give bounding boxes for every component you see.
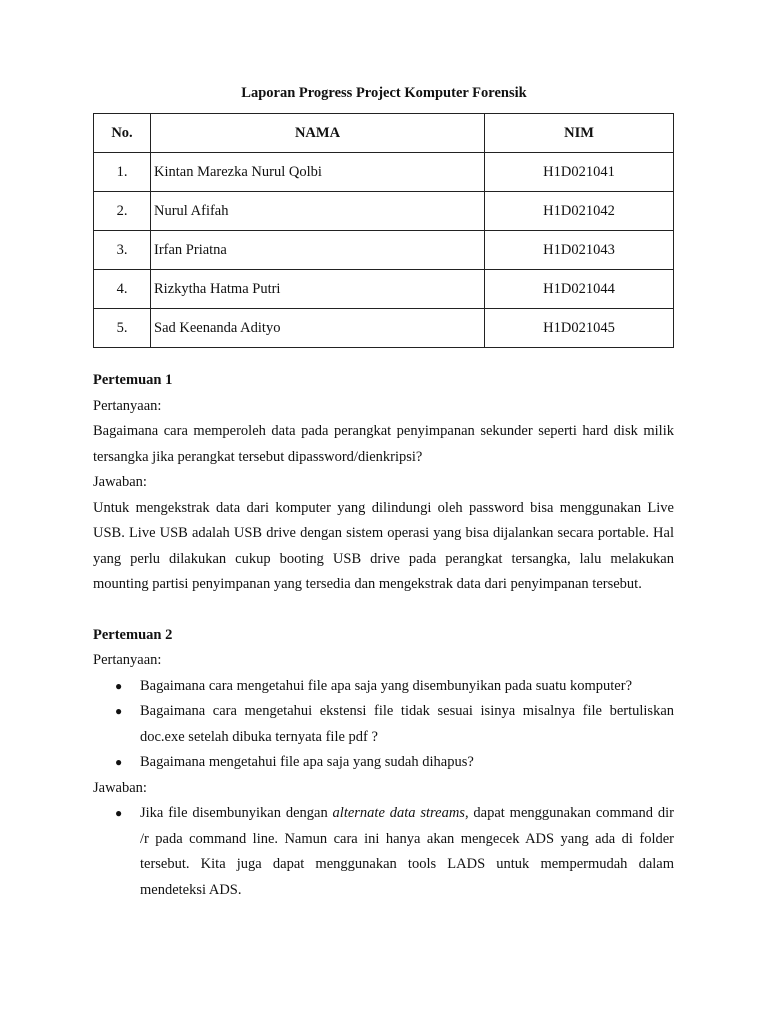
header-nama: NAMA bbox=[151, 114, 485, 153]
list-item bbox=[140, 801, 674, 903]
table-header-row bbox=[94, 114, 674, 153]
row-nama: Kintan Marezka Nurul Qolbi bbox=[151, 153, 485, 192]
meeting1-answer-label: Jawaban: bbox=[93, 474, 147, 490]
meeting1-answer: Untuk mengekstrak data dari komputer yang dilindungi oleh password bisa menggunakan Live USB. Live USB adalah USB drive dengan sistem operasi yang bisa dijalankan secara portable. Hal yang perlu dilakukan cukup booting USB drive pada perangkat tersangka, lalu melakukan mounting partisi penyimpanan yang tersedia dan mengekstrak data dari penyimpanan tersebut. bbox=[93, 499, 674, 592]
meeting2-question-list bbox=[93, 674, 674, 776]
list-item: ● Bagaimana mengetahui file apa saja yang sudah dihapus? bbox=[140, 750, 674, 776]
document-body bbox=[93, 368, 674, 903]
row-nim: H1D021044 bbox=[485, 270, 674, 309]
meeting2-heading: Pertemuan 2 bbox=[93, 626, 173, 643]
row-nama: Rizkytha Hatma Putri bbox=[151, 270, 485, 309]
header-no: No. bbox=[94, 114, 151, 153]
meeting1-question-label: Pertanyaan: bbox=[93, 397, 162, 414]
answer1-text-after: , dapat menggunakan command dir /r pada command line. Namun cara ini hanya akan mengecek ADS yang ada di folder tersebut. Kita juga dapat menggunakan tools LADS untuk mempermudah dalam mendeteksi ADS. bbox=[140, 805, 674, 898]
student-table bbox=[93, 113, 674, 348]
answer1-text-before: Jika file disembunyikan dengan bbox=[140, 805, 333, 821]
answer1-emphasis: alternate data streams bbox=[332, 805, 465, 821]
table-row bbox=[94, 270, 674, 309]
table-row bbox=[94, 231, 674, 270]
meeting1-question: Bagaimana cara memperoleh data pada perangkat penyimpanan sekunder seperti hard disk milik tersangka jika perangkat tersebut dipassword/dienkripsi? bbox=[93, 423, 674, 465]
row-nim: H1D021045 bbox=[485, 309, 674, 348]
list-item: ● Bagaimana cara mengetahui file apa saja yang disembunyikan pada suatu komputer? bbox=[140, 674, 674, 700]
document-title: Laporan Progress Project Komputer Forensik bbox=[241, 85, 527, 101]
row-nama: Nurul Afifah bbox=[151, 192, 485, 231]
row-nim: H1D021042 bbox=[485, 192, 674, 231]
row-no: 2. bbox=[94, 192, 151, 231]
row-no: 1. bbox=[94, 153, 151, 192]
section-spacer bbox=[93, 598, 674, 623]
meeting2-answer-list bbox=[93, 801, 674, 903]
meeting2-answer-label: Jawaban: bbox=[93, 779, 147, 796]
header-nim: NIM bbox=[485, 114, 674, 153]
table-row bbox=[94, 309, 674, 348]
row-nim: H1D021041 bbox=[485, 153, 674, 192]
row-no: 3. bbox=[94, 231, 151, 270]
table-row bbox=[94, 192, 674, 231]
list-item: ● Bagaimana cara mengetahui ekstensi file tidak sesuai isinya misalnya file bertuliskan doc.exe setelah dibuka ternyata file pdf ? bbox=[140, 699, 674, 750]
row-nama: Sad Keenanda Adityo bbox=[151, 309, 485, 348]
row-no: 4. bbox=[94, 270, 151, 309]
meeting1-heading: Pertemuan 1 bbox=[93, 372, 173, 388]
row-nama: Irfan Priatna bbox=[151, 231, 485, 270]
row-nim: H1D021043 bbox=[485, 231, 674, 270]
table-row bbox=[94, 153, 674, 192]
meeting2-question-label: Pertanyaan: bbox=[93, 652, 162, 668]
row-no: 5. bbox=[94, 309, 151, 348]
